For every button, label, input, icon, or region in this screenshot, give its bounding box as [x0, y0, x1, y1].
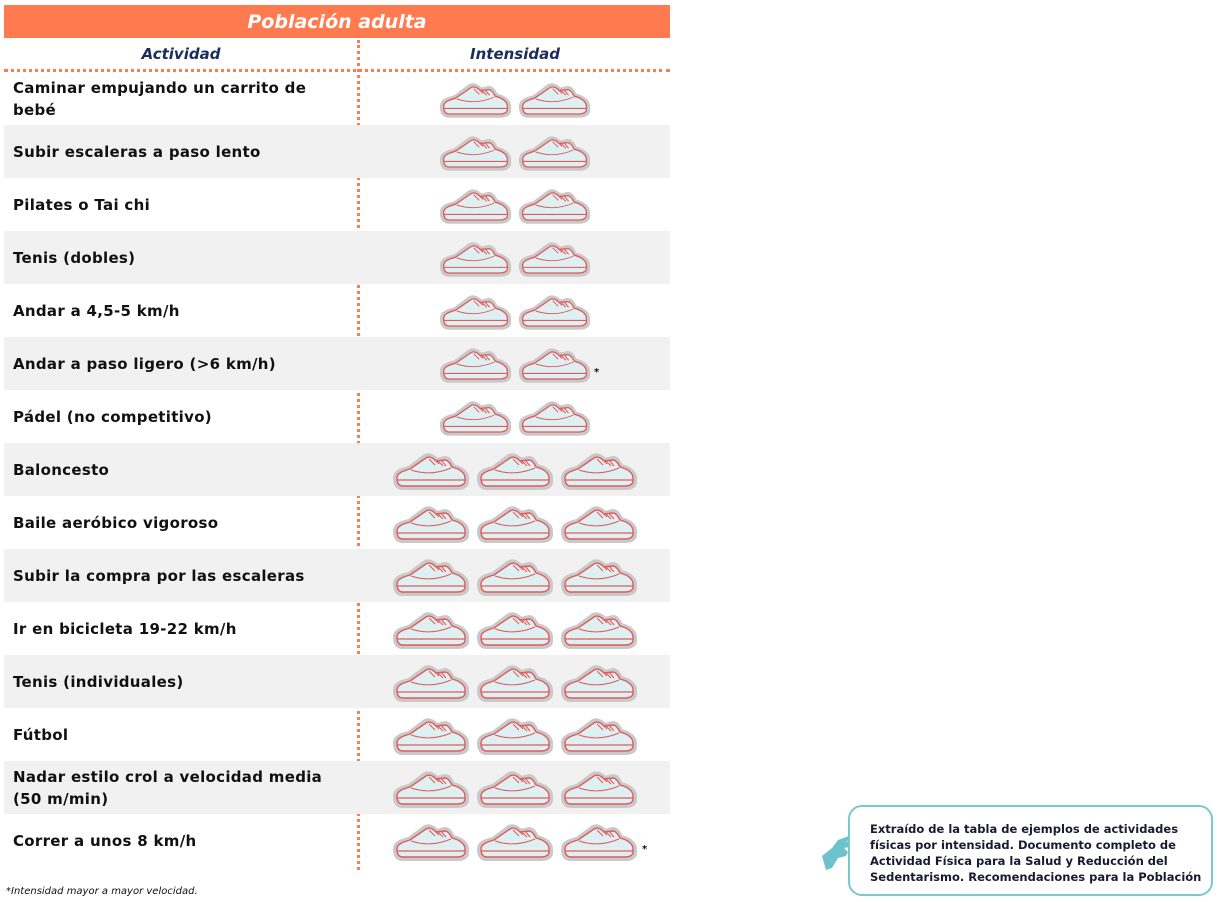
intensity-rating — [360, 284, 670, 337]
sneaker-icon — [391, 501, 471, 545]
intensity-rating — [360, 549, 670, 602]
info-text: Extraído de la tabla de ejemplos de actividades físicas por intensidad. Documento completo de Actividad Física para la Salud y Reducción del Sedentarismo. Recomendaciones para la Población — [870, 822, 1202, 884]
sneaker-icon — [438, 290, 513, 332]
intensity-rating — [360, 496, 670, 549]
activity-label: Andar a paso ligero (>6 km/h) — [13, 354, 276, 373]
table-row — [4, 231, 670, 284]
sneaker-icon — [559, 448, 639, 492]
activity-label: Nadar estilo crol a velocidad media (50 m/min) — [13, 767, 323, 808]
sneaker-icon — [559, 819, 639, 863]
intensity-rating — [360, 761, 670, 814]
intensity-rating — [360, 72, 670, 125]
footnote: *Intensidad mayor a mayor velocidad. — [6, 886, 198, 897]
table-row — [4, 443, 670, 496]
intensity-rating — [360, 602, 670, 655]
activity-label: Ir en bicicleta 19-22 km/h — [13, 619, 237, 638]
activity-label: Andar a 4,5-5 km/h — [13, 301, 180, 320]
table-row — [4, 178, 670, 231]
activity-label: Fútbol — [13, 725, 69, 744]
intensity-rating — [360, 231, 670, 284]
activity-label: Correr a unos 8 km/h — [13, 831, 197, 850]
sneaker-icon — [517, 396, 592, 438]
sneaker-icon — [475, 766, 555, 810]
table-row — [4, 337, 670, 390]
table-row — [4, 284, 670, 337]
sneaker-icon — [438, 343, 513, 385]
info-box — [848, 805, 1213, 896]
activity-label: Subir la compra por las escaleras — [13, 566, 305, 585]
intensity-rating — [360, 178, 670, 231]
activity-label: Pilates o Tai chi — [13, 195, 151, 214]
sneaker-icon — [475, 554, 555, 598]
table-row — [4, 496, 670, 549]
sneaker-icon — [438, 184, 513, 226]
sneaker-icon — [559, 554, 639, 598]
sneaker-icon — [438, 78, 513, 120]
intensity-rating — [360, 443, 670, 496]
sneaker-icon — [475, 713, 555, 757]
sneaker-icon — [391, 448, 471, 492]
sneaker-icon — [438, 131, 513, 173]
sneaker-icon — [517, 343, 592, 385]
sneaker-icon — [475, 448, 555, 492]
sneaker-icon — [391, 660, 471, 704]
sneaker-icon — [517, 290, 592, 332]
activity-label: Baloncesto — [13, 460, 110, 479]
sneaker-icon — [391, 713, 471, 757]
column-header-intensity: Intensidad — [470, 45, 560, 63]
table-row — [4, 602, 670, 655]
table-row — [4, 655, 670, 708]
sneaker-icon — [559, 713, 639, 757]
intensity-rating — [360, 390, 670, 443]
activity-label: Tenis (individuales) — [13, 672, 184, 691]
sneaker-icon — [391, 766, 471, 810]
sneaker-icon — [517, 131, 592, 173]
sneaker-icon — [517, 78, 592, 120]
sneaker-icon — [517, 237, 592, 279]
sneaker-icon — [559, 660, 639, 704]
sneaker-icon — [391, 819, 471, 863]
sneaker-icon — [438, 396, 513, 438]
sneaker-icon — [391, 607, 471, 651]
activity-label: Subir escaleras a paso lento — [13, 142, 261, 161]
intensity-rating — [360, 337, 670, 390]
sneaker-icon — [475, 819, 555, 863]
intensity-rating — [360, 814, 670, 867]
intensity-rating — [360, 125, 670, 178]
table-row — [4, 549, 670, 602]
sneaker-icon — [517, 184, 592, 226]
footnote-marker: * — [642, 844, 648, 855]
activity-table — [4, 72, 670, 867]
sneaker-icon — [559, 766, 639, 810]
activity-label: Baile aeróbico vigoroso — [13, 513, 219, 532]
column-header-activity: Actividad — [141, 45, 221, 63]
intensity-rating — [360, 655, 670, 708]
table-title: Población adulta — [4, 5, 670, 38]
activity-label: Tenis (dobles) — [13, 248, 136, 267]
sneaker-icon — [391, 554, 471, 598]
table-row — [4, 125, 670, 178]
sneaker-icon — [438, 237, 513, 279]
footnote-marker: * — [594, 367, 600, 378]
table-row — [4, 814, 670, 867]
table-row — [4, 761, 670, 814]
intensity-rating — [360, 708, 670, 761]
sneaker-icon — [559, 501, 639, 545]
sneaker-icon — [475, 607, 555, 651]
activity-label: Caminar empujando un carrito de bebé — [13, 78, 307, 119]
sneaker-icon — [475, 501, 555, 545]
sneaker-icon — [475, 660, 555, 704]
activity-label: Pádel (no competitivo) — [13, 407, 212, 426]
sneaker-icon — [559, 607, 639, 651]
table-row — [4, 708, 670, 761]
table-row — [4, 72, 670, 125]
table-row — [4, 390, 670, 443]
